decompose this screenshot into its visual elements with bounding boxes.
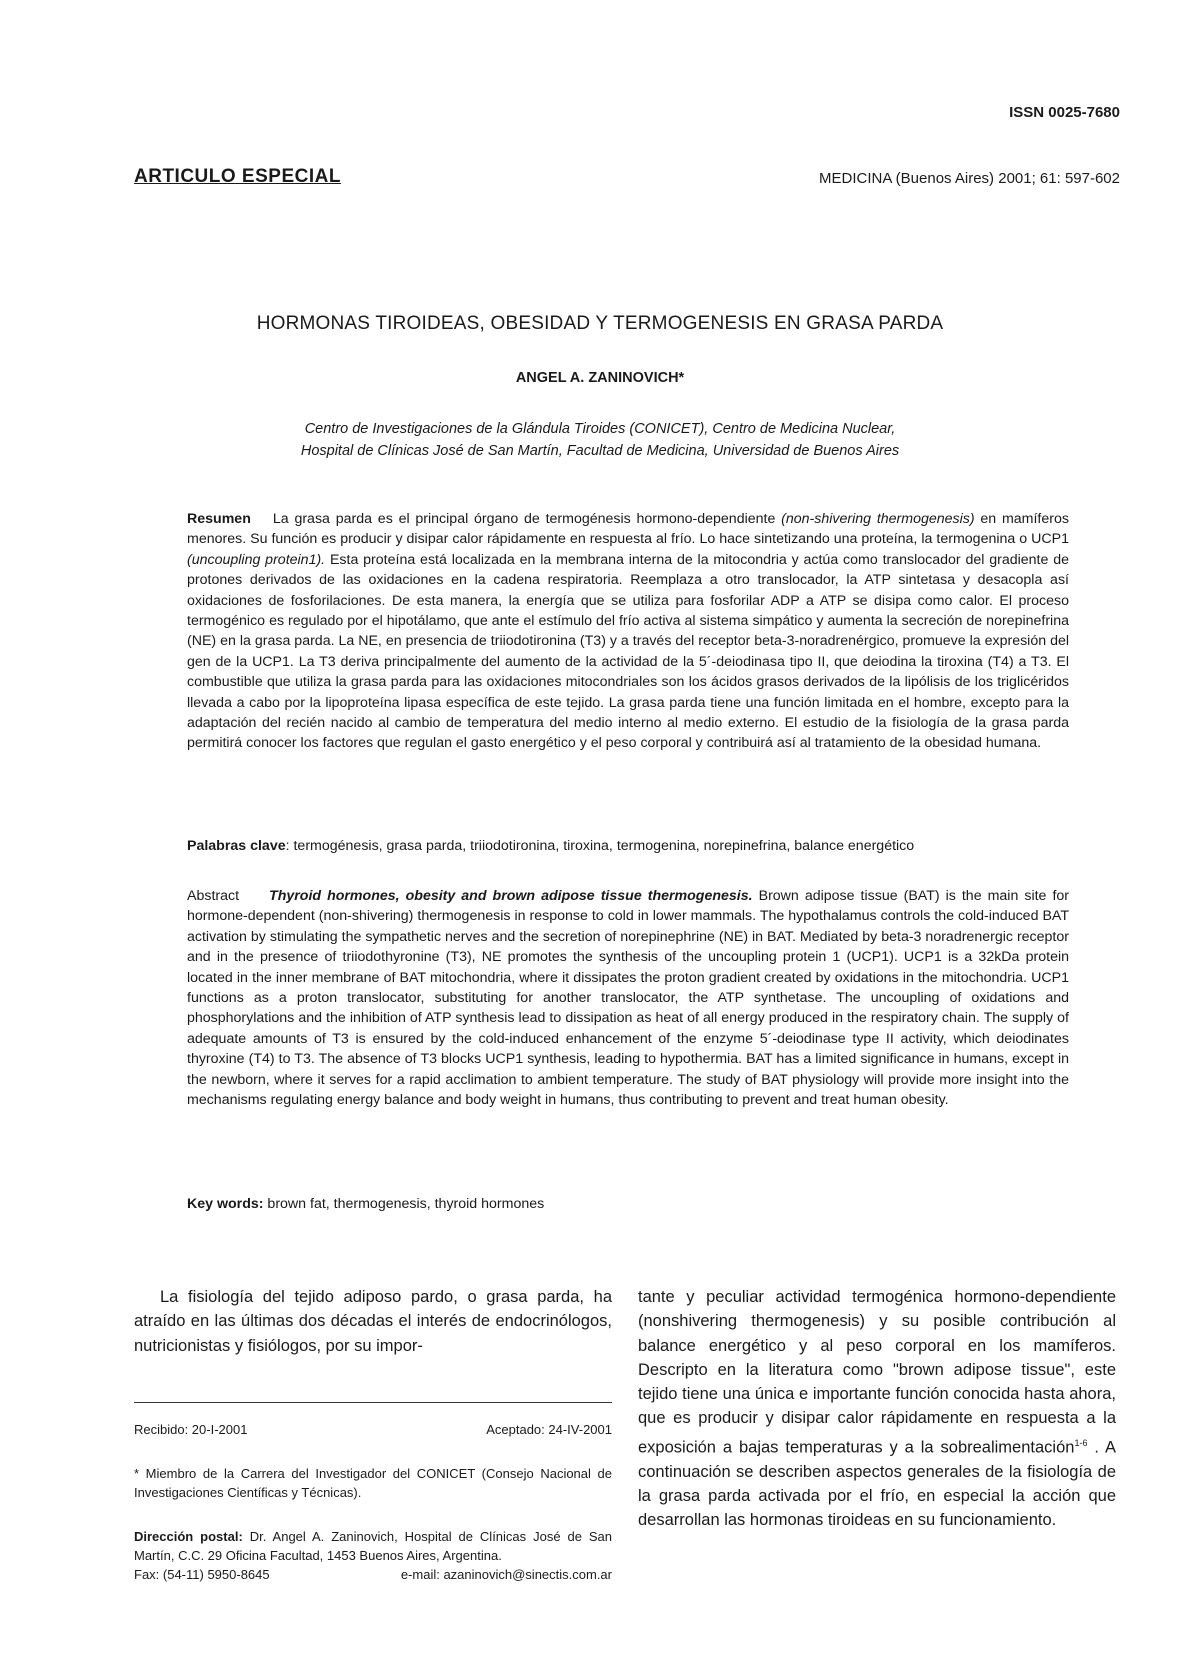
resumen-italic-term: (uncoupling protein1). — [187, 551, 326, 568]
author-footnote: * Miembro de la Carrera del Investigador del CONICET (Consejo Nacional de Investigaciones Científicas y Técnicas). — [134, 1466, 612, 1500]
palabras-clave — [187, 838, 1087, 854]
journal-citation: MEDICINA (Buenos Aires) 2001; 61: 597-602 — [819, 170, 1120, 187]
resumen-text: Esta proteína está localizada en la membrana interna de la mitocondria y actúa como translocador del gradiente de protones derivados de las oxidaciones en la cadena respiratoria. Reemplaza a otro translocador, la ATP sintetasa y desacopla así oxidaciones de fosforilaciones. De esta manera, la energía que se utiliza para fosforilar ADP a ATP se disipa como calor. El proceso termogénico es regulado por el hipotálamo, que ante el estímulo del frío activa al sistema simpático y aumenta la secreción de norepinefrina (NE) en la grasa parda. La NE, en presencia de triiodotironina (T3) y a través del receptor beta-3-noradrenérgico, promueve la expresión del gen de la UCP1. La T3 deriva principalmente del aumento de la actividad de la 5´-deiodinasa tipo II, que deiodina la tiroxina (T4) a T3. El combustible que utiliza la grasa parda para las oxidaciones mitocondriales son los ácidos grasos derivados de la lipólisis de los triglicéridos llevada a cabo por la lipoproteína lipasa específica de este tejido. La grasa parda tiene una función limitada en el hombre, excepto para la adaptación del recién nacido al cambio de temperatura del medio interno al medio externo. El estudio de la fisiología de la grasa parda permitirá conocer los factores que regulan el gasto energético y el peso corporal y contribuirá así al tratamiento de la obesidad humana. — [187, 551, 1069, 752]
abstract-title: Thyroid hormones, obesity and brown adipose tissue thermogenesis. — [269, 888, 753, 904]
body-right-column — [638, 1285, 1116, 1532]
abstract-text: Brown adipose tissue (BAT) is the main site for hormone-dependent (non-shivering) thermogenesis in response to cold in lower mammals. The hypothalamus controls the cold-induced BAT activation by stimulating the sympathetic nerves and the secretion of norepinephrine (NE) in BAT. Mediated by beta-3 noradrenergic receptor and in the presence of triiodothyronine (T3), NE promotes the synthesis of the uncoupling protein 1 (UCP1). UCP1 is a 32kDa protein located in the inner membrane of BAT mitochondria, where it dissipates the proton gradient created by oxidations in the mitochondria. UCP1 functions as a proton translocator, substituting for another translocator, the ATP synthetase. The uncoupling of oxidations and phosphorylations and the inhibition of ATP synthesis lead to dissipation as heat of all energy produced in the respiratory chain. The supply of adequate amounts of T3 is ensured by the cold-induced enhancement of the enzyme 5´-deiodinase type II activity, which deiodinates thyroxine (T4) to T3. The absence of T3 blocks UCP1 synthesis, leading to hypothermia. BAT has a limited significance in humans, except in the newborn, where it serves for a rapid acclimation to ambient temperature. The study of BAT physiology will provide more insight into the mechanisms regulating energy balance and body weight in humans, thus contributing to prevent and treat human obesity. — [187, 888, 1070, 1109]
author-affiliation — [0, 418, 1200, 462]
contact-row — [134, 1565, 612, 1584]
fax-number: Fax: (54-11) 5950-8645 — [134, 1567, 270, 1582]
affiliation-line: Centro de Investigaciones de la Glándula Tiroides (CONICET), Centro de Medicina Nuclear, — [304, 421, 896, 437]
palabras-clave-label: Palabras clave — [187, 838, 286, 854]
email-address: e-mail: azaninovich@sinectis.com.ar — [400, 1567, 612, 1582]
issn-number: ISSN 0025-7680 — [1009, 104, 1120, 121]
palabras-clave-list: : termogénesis, grasa parda, triiodotironina, tiroxina, termogenina, norepinefrina, balance energético — [285, 838, 915, 854]
key-words-label: Key words: — [187, 1196, 264, 1212]
key-words — [187, 1196, 1087, 1212]
resumen-text: La grasa parda es el principal órgano de termogénesis hormono-dependiente — [272, 511, 782, 527]
article-title: HORMONAS TIROIDEAS, OBESIDAD Y TERMOGENESIS EN GRASA PARDA — [256, 313, 944, 334]
abstract-label: Abstract — [187, 888, 240, 904]
footnote-divider — [134, 1402, 612, 1403]
postal-address — [134, 1527, 612, 1584]
received-date: Recibido: 20-I-2001 — [134, 1422, 248, 1437]
resumen-paragraph — [187, 509, 1069, 754]
body-left-column: La fisiología del tejido adiposo pardo, o grasa parda, ha atraído en las últimas dos décadas el interés de endocrinólogos, nutricionistas y fisiólogos, por su impor- — [134, 1288, 612, 1355]
body-text: . A continuación se describen aspectos generales de la fisiología de la grasa parda activada por el frío, en especial la acción que desarrollan las hormonas tiroideas en su funcionamiento. — [638, 1438, 1116, 1530]
citation-superscript: 1-6 — [1074, 1437, 1088, 1448]
resumen-italic-term: (non-shivering thermogenesis) — [781, 511, 975, 527]
body-text: tante y peculiar actividad termogénica hormono-dependiente (nonshivering thermogenesis) y su posible contribución al balance energético y al peso corporal en los mamíferos. Descripto en la literatura como "brown adipose tissue", este tejido tiene una única e importante función conocida hasta ahora, que es producir y disipar calor rápidamente en respuesta a la exposición a bajas temperaturas y a la sobrealimentación — [638, 1288, 1116, 1457]
section-label: ARTICULO ESPECIAL — [134, 166, 341, 187]
article-author: ANGEL A. ZANINOVICH* — [515, 370, 685, 386]
affiliation-line: Hospital de Clínicas José de San Martín, Facultad de Medicina, Universidad de Buenos Aires — [300, 443, 900, 459]
postal-address-label: Dirección postal: — [134, 1529, 243, 1544]
resumen-text: en mamíferos menores. Su función es producir y disipar calor rápidamente en respuesta al frío. Lo hace sintetizando una proteína, la termogenina o UCP1 — [187, 511, 1069, 548]
submission-dates — [134, 1420, 612, 1439]
accepted-date: Aceptado: 24-IV-2001 — [486, 1422, 612, 1437]
abstract-paragraph — [187, 886, 1069, 1110]
resumen-label: Resumen — [187, 511, 251, 527]
key-words-list: brown fat, thermogenesis, thyroid hormones — [263, 1196, 545, 1212]
postal-address-text: Dr. Angel A. Zaninovich, Hospital de Clínicas José de San Martín, C.C. 29 Oficina Facultad, 1453 Buenos Aires, Argentina. — [134, 1529, 612, 1563]
